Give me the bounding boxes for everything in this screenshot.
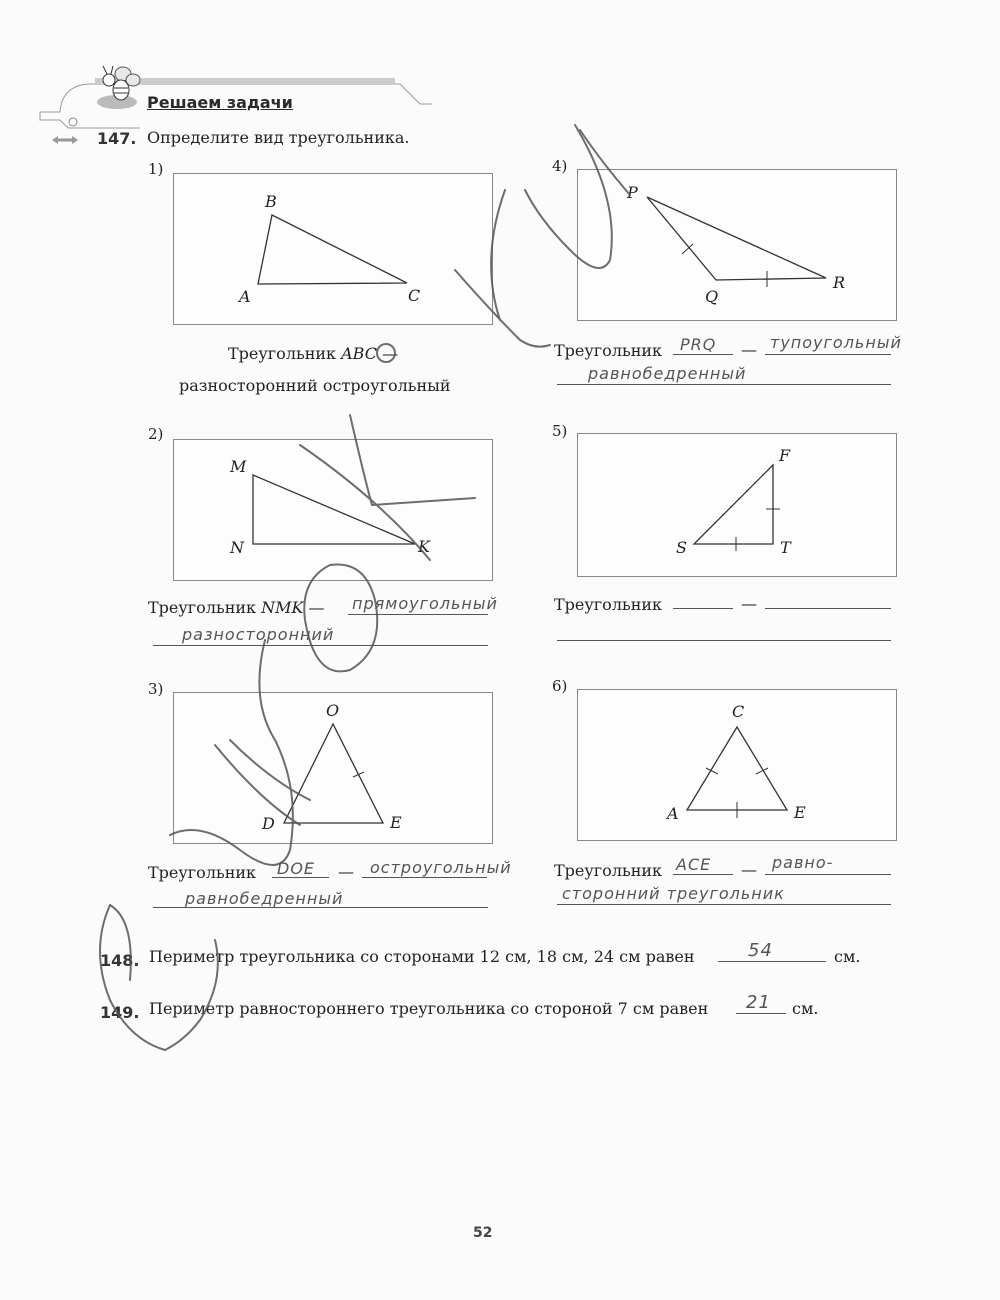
- item-6-answer-2: сторонний треугольник: [562, 884, 785, 903]
- task-149-number: 149.: [100, 1003, 140, 1022]
- item-2-answer-1: прямоугольный: [352, 594, 498, 613]
- vertex-label: O: [326, 701, 340, 720]
- task-149-answer: 21: [746, 992, 771, 1013]
- task-149-unit: см.: [792, 999, 819, 1018]
- item-3-index: 3): [148, 680, 164, 698]
- item-2-answer-2: разносторонний: [182, 625, 335, 644]
- task-148-answer: 54: [748, 940, 773, 961]
- item-4-index: 4): [552, 157, 568, 175]
- vertex-label: P: [627, 183, 638, 202]
- task-148-number: 148.: [100, 951, 140, 970]
- dash: —: [338, 862, 354, 881]
- item-6-caption: Треугольник: [554, 861, 663, 880]
- vertex-label: D: [262, 814, 275, 833]
- task-149-text: Периметр равностороннего треугольника со стороной 7 см равен: [149, 999, 709, 1018]
- triangle-name: DOE: [277, 859, 316, 878]
- item-4-caption: Треугольник: [554, 341, 663, 360]
- vertex-label: C: [732, 702, 745, 721]
- vertex-label: A: [667, 804, 679, 823]
- triangle-name: ACE: [676, 855, 712, 874]
- section-title: Решаем задачи: [147, 93, 293, 112]
- item-6-index: 6): [552, 677, 568, 695]
- vertex-label: T: [780, 538, 791, 557]
- vertex-label: Q: [705, 287, 719, 306]
- triangle-name: ABC: [341, 344, 377, 363]
- dash: —: [741, 340, 757, 359]
- dash: —: [741, 860, 757, 879]
- vertex-label: M: [230, 457, 247, 476]
- task-148-text: Периметр треугольника со сторонами 12 см, 18 см, 24 см равен: [149, 947, 695, 966]
- triangle-name: PRQ: [680, 335, 717, 354]
- vertex-label: C: [408, 286, 421, 305]
- item-4-answer-2: равнобедренный: [588, 364, 747, 383]
- vertex-label: R: [833, 273, 846, 292]
- vertex-label: B: [265, 192, 277, 211]
- task-147-number: 147.: [97, 129, 137, 148]
- item-6-answer-1: равно-: [772, 853, 834, 872]
- item-4-answer-1: тупоугольный: [770, 333, 902, 352]
- triangle-name: NMK: [261, 598, 304, 617]
- item-1-caption: Треугольник ABC —: [228, 344, 399, 363]
- vertex-label: E: [794, 803, 806, 822]
- vertex-label: F: [779, 446, 791, 465]
- vertex-label: N: [230, 538, 244, 557]
- task-147-prompt: Определите вид треугольника.: [147, 128, 410, 147]
- vertex-label: K: [418, 537, 430, 556]
- item-1-answer: разносторонний остроугольный: [179, 376, 451, 395]
- page-number: 52: [473, 1225, 493, 1241]
- task-148-unit: см.: [834, 947, 861, 966]
- vertex-label: A: [239, 287, 251, 306]
- dash: —: [741, 594, 757, 613]
- item-3-answer-1: остроугольный: [370, 858, 512, 877]
- item-5-caption: Треугольник: [554, 595, 663, 614]
- item-2-caption: Треугольник NMK —: [148, 598, 325, 617]
- vertex-label: S: [676, 538, 687, 557]
- item-3-answer-2: равнобедренный: [185, 889, 344, 908]
- item-1-index: 1): [148, 160, 164, 178]
- item-5-index: 5): [552, 422, 568, 440]
- item-2-index: 2): [148, 425, 164, 443]
- vertex-label: E: [390, 813, 402, 832]
- item-3-caption: Треугольник: [148, 863, 257, 882]
